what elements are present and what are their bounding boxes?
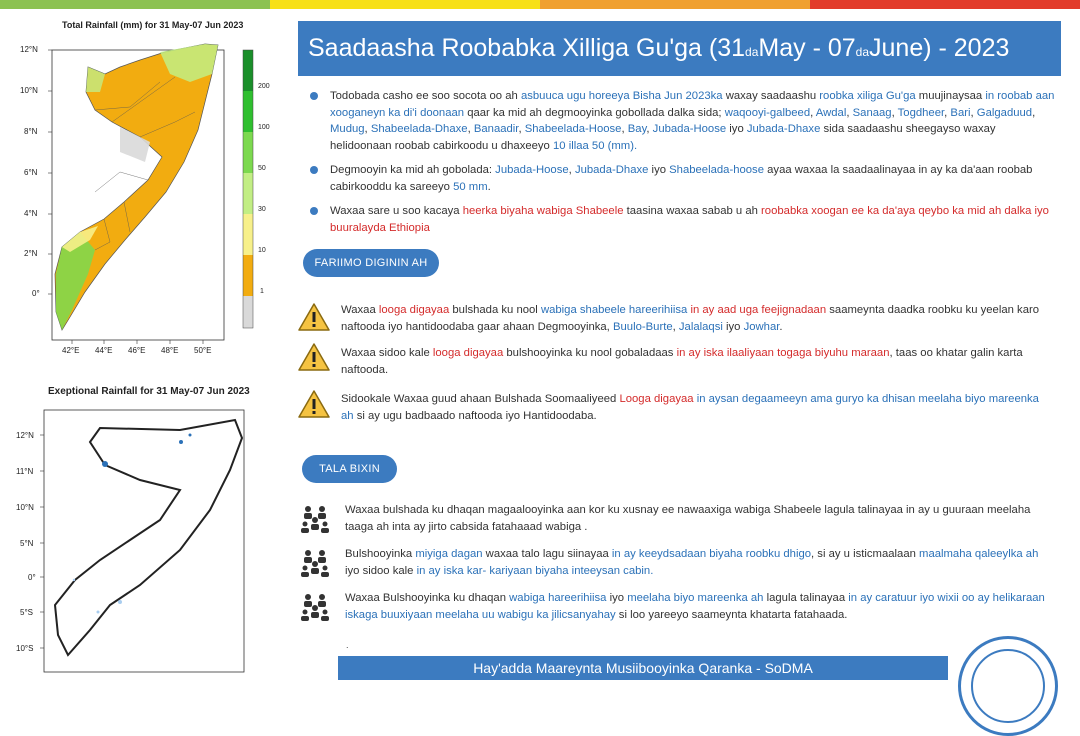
legend-label-100: 100 [258, 124, 270, 131]
map1-lat-2: 2°N [24, 249, 38, 258]
forecast-bullet [310, 88, 1055, 154]
community-people-icon [300, 592, 330, 622]
body-text: . [779, 320, 783, 333]
highlight-red-text: roobabka xoogan ee ka da'aya qeybo ka mid ah dalka iyo buuralayda Ethiopia [330, 205, 1049, 234]
body-text: iyo sidoo kale [345, 564, 417, 577]
map2-title: Exeptional Rainfall for 31 May-07 Jun 2023 [48, 386, 250, 397]
fariimo-digishin-header: FARIIMO DIGININ AH [303, 249, 439, 277]
highlight-blue-text: Bari [950, 106, 971, 119]
map2-lat-10s: 10°S [16, 644, 34, 653]
highlight-red-text: in ay iska ilaaliyaan togaga biyuhu maraan [676, 347, 890, 359]
map1-lon-50: 50°E [194, 346, 212, 355]
page-title [298, 21, 1061, 76]
highlight-red-text: Looga digayaa [619, 393, 694, 405]
map2-lat-5n: 5°N [20, 539, 34, 548]
map1-lon-48: 48°E [161, 346, 179, 355]
map1-lat-4: 4°N [24, 209, 38, 218]
top-bar-yellow [270, 0, 540, 9]
highlight-blue-text: Jalalaqsi [678, 320, 723, 333]
advice-text [345, 590, 1045, 623]
highlight-blue-text: in ay iska kar- kariyaan biyaha inteeysan cabin. [416, 564, 654, 577]
body-text: . [487, 180, 491, 193]
body-text: waxaa talo lagu siinayaa [482, 548, 612, 560]
body-text: iyo [726, 123, 747, 135]
top-bar-orange [540, 0, 810, 9]
title-main: Saadaasha Roobabka Xilliga Gu'ga (31 [308, 34, 746, 62]
highlight-blue-text: waqooyi-galbeed [724, 106, 811, 119]
highlight-blue-text: miyiga dagan [415, 548, 483, 560]
highlight-blue-text: Shabeelada-hoose [669, 164, 764, 176]
legend-label-1: 1 [260, 288, 264, 295]
body-text: , [364, 123, 371, 135]
body-text: , [568, 164, 575, 176]
top-bar-green [0, 0, 270, 9]
total-rainfall-map-panel [0, 12, 290, 362]
tala-bixin-header: TALA BIXIN [302, 455, 397, 483]
warning-text [341, 391, 1051, 424]
map1-lon-44: 44°E [95, 346, 113, 355]
body-text: saameynta daadka roobku ku yeelan karo naftooda iyo hantidoodaba gaar ahaan Degmooyinka, [341, 304, 1040, 333]
highlight-blue-text: asbuuca ugu horeeya Bisha Jun 2023ka [520, 90, 723, 102]
community-people-icon [300, 504, 330, 534]
body-text: iyo [722, 320, 744, 333]
forecast-bullets [310, 88, 1055, 244]
highlight-blue-text: Togdheer [897, 106, 945, 119]
highlight-blue-text: wabiga shabeele hareerihiisa [540, 304, 688, 316]
body-text: waxay saadaashu [722, 90, 820, 102]
legend-color-50 [243, 132, 253, 173]
body-text: lagula talinayaa [763, 592, 849, 604]
body-text: muujinaysaa [915, 90, 986, 102]
map1-title: Total Rainfall (mm) for 31 May-07 Jun 2023 [62, 20, 244, 30]
highlight-blue-text: Shabeelada-Hoose [524, 123, 622, 135]
warning-row [298, 342, 1058, 376]
body-text: , [621, 123, 628, 135]
highlight-red-text: looga digayaa [432, 347, 504, 359]
warning-icon [298, 302, 330, 332]
warning-text [341, 302, 1051, 335]
highlight-blue-text: in roobab aan xooganeyn ka di'i doonaan [330, 90, 1055, 119]
body-text: , [944, 106, 951, 119]
highlight-blue-text: Shabeelada-Dhaxe [370, 123, 468, 135]
forecast-bullet [310, 203, 1055, 236]
map1-lat-8: 8°N [24, 127, 38, 136]
forecast-bullet [310, 162, 1055, 195]
map2-lat-12: 12°N [16, 431, 34, 440]
highlight-blue-text: in ay keeydsadaan biyaha roobku dhigo [611, 548, 812, 560]
warning-row [298, 302, 1058, 336]
map1-lat-10: 10°N [20, 86, 38, 95]
map2-lat-0: 0° [28, 573, 36, 582]
highlight-blue-text: 50 mm [453, 180, 488, 193]
body-text: Todobada casho ee soo socota oo ah [330, 90, 521, 102]
body-text: , [518, 123, 525, 135]
footer-agency-bar: Hay'adda Maareynta Musiibooyinka Qaranka - SoDMA [338, 656, 948, 680]
body-text: si loo yareeyo saameynta khatarta fatahaada. [615, 608, 848, 621]
legend-color-0 [243, 296, 253, 328]
title-mid: May - 07 [758, 34, 856, 62]
body-text: Waxaa bulshada ku dhaqan magaalooyinka aan kor ku xusnay ee nawaaxiga wabiga Shabeele lagula talinayaa in ay u guuraan meelaha taaga ah inta ay jirto cabsida fatahaaad wabiga . [345, 504, 1031, 533]
body-text: Waxaa sare u soo kacaya [330, 205, 463, 217]
stray-dot: . [346, 640, 349, 650]
map2-lat-11: 11°N [16, 467, 34, 476]
body-text: ayaa waxaa la saadaalinayaa in ay ka da'aan roobab cabirkooddu ka sareeyo [330, 164, 1033, 193]
warning-icon [298, 389, 330, 419]
bullet-text [330, 164, 1032, 193]
title-sub1: da [745, 44, 759, 59]
body-text: , [891, 106, 898, 119]
highlight-blue-text: in aysan degaameeyn ama guryo ka dhisan meelaha biyo mareenka ah [341, 393, 1039, 422]
map1-lon-46: 46°E [128, 346, 146, 355]
bullet-text [330, 205, 1049, 234]
highlight-blue-text: Buulo-Burte [612, 320, 673, 333]
bullet-dot-icon [310, 92, 318, 100]
bullet-text [330, 90, 1054, 152]
legend-label-50: 50 [258, 165, 266, 172]
top-color-bar [0, 0, 1080, 9]
body-text: sida saadaashu sheegayso waxay helidoonaan roobab cabirkoodu u dhaxeeyo [330, 123, 996, 152]
highlight-blue-text: Jubada-Dhaxe [746, 123, 821, 135]
top-bar-red [810, 0, 1080, 9]
warning-icon [298, 342, 330, 372]
highlight-blue-text: Jubada-Dhaxe [574, 164, 649, 176]
body-text: bulshooyinka ku nool gobaladaas [503, 347, 677, 359]
bullet-dot-icon [310, 166, 318, 174]
body-text: Waxaa [341, 304, 379, 316]
highlight-blue-text: Jubada-Hoose [652, 123, 727, 135]
warning-text [341, 345, 1051, 378]
warning-row [298, 389, 1058, 423]
highlight-blue-text: meelaha biyo mareenka ah [627, 592, 764, 604]
legend-label-200: 200 [258, 83, 270, 90]
legend-color-100 [243, 91, 253, 132]
highlight-blue-text: Sanaag [852, 106, 892, 119]
body-text: , [970, 106, 977, 119]
legend-color-10 [243, 214, 253, 255]
highlight-blue-text: in ay caratuur iyo wixii oo ay helikaraan iskaga buuxiyaan meelaha uu wabigu ka jilicsanyahay [345, 592, 1045, 621]
legend-label-30: 30 [258, 206, 266, 213]
body-text: , [467, 123, 474, 135]
map2-lat-5s: 5°S [20, 608, 33, 617]
highlight-blue-text: roobka xiliga Gu'ga [819, 90, 916, 102]
advice-row [300, 546, 1060, 582]
total-rainfall-map [0, 12, 290, 362]
bullet-dot-icon [310, 207, 318, 215]
body-text: bulshada ku nool [449, 304, 541, 316]
legend-color-30 [243, 173, 253, 214]
highlight-red-text: looga digayaa [378, 304, 450, 316]
highlight-blue-text: Jubada-Hoose [495, 164, 569, 176]
body-text: , [810, 106, 816, 119]
highlight-red-text: in ay aad uga feejignadaan [690, 304, 827, 316]
body-text: iyo [606, 592, 628, 604]
highlight-blue-text: Awdal [815, 106, 847, 119]
body-text: Bulshooyinka [345, 548, 416, 560]
highlight-red-text: heerka biyaha wabiga Shabeele [462, 205, 624, 217]
body-text: , [646, 123, 653, 135]
highlight-blue-text: maalmaha qaleeylka ah [919, 548, 1039, 560]
advice-text [345, 502, 1045, 535]
map1-lat-12: 12°N [20, 45, 38, 54]
body-text: Waxaa sidoo kale [341, 347, 433, 359]
community-people-icon [300, 548, 330, 578]
map1-lon-42: 42°E [62, 346, 80, 355]
map2-lat-10: 10°N [16, 503, 34, 512]
exceptional-rainfall-map-panel [0, 380, 290, 675]
body-text: iyo [648, 164, 670, 176]
advice-text [345, 546, 1045, 579]
body-text: taasina waxaa sabab u ah [623, 205, 762, 217]
legend-label-10: 10 [258, 247, 266, 254]
title-sub2: da [855, 44, 870, 59]
highlight-blue-text: Banaadir [473, 123, 519, 135]
highlight-blue-text: 10 illaa 50 (mm). [552, 139, 638, 152]
map1-lat-0: 0° [32, 289, 40, 298]
advice-row [300, 502, 1060, 538]
body-text: Waxaa Bulshooyinka ku dhaqan [345, 592, 510, 604]
map1-lat-6: 6°N [24, 168, 38, 177]
legend-color-200 [243, 50, 253, 91]
title-end: June) - 2023 [869, 34, 1010, 62]
highlight-blue-text: Jowhar [743, 320, 780, 333]
body-text: , si ay u isticmaalaan [811, 548, 920, 560]
body-text: si ay ugu badbaado naftooda iyo Hantidoodaba. [353, 409, 597, 422]
body-text: , [1032, 106, 1036, 119]
legend-color-1 [243, 255, 253, 296]
body-text: Degmooyin ka mid ah gobolada: [330, 164, 496, 176]
body-text: , taas oo khatar galin karta naftooda. [341, 347, 1023, 376]
body-text: Sidookale Waxaa guud ahaan Bulshada Soomaaliyeed [341, 393, 620, 405]
advice-row [300, 590, 1060, 626]
highlight-blue-text: Galgaduud [976, 106, 1033, 119]
exceptional-rainfall-map [0, 380, 290, 675]
highlight-blue-text: Mudug [330, 123, 365, 135]
sodma-seal-logo [958, 636, 1058, 736]
body-text: , [672, 320, 679, 333]
highlight-blue-text: wabiga hareerihiisa [509, 592, 607, 604]
body-text: qaar ka mid ah degmooyinka gobollada dalka sida; [464, 106, 725, 119]
highlight-blue-text: Bay [627, 123, 647, 135]
seal-inner-ring [971, 649, 1045, 723]
body-text: , [846, 106, 853, 119]
